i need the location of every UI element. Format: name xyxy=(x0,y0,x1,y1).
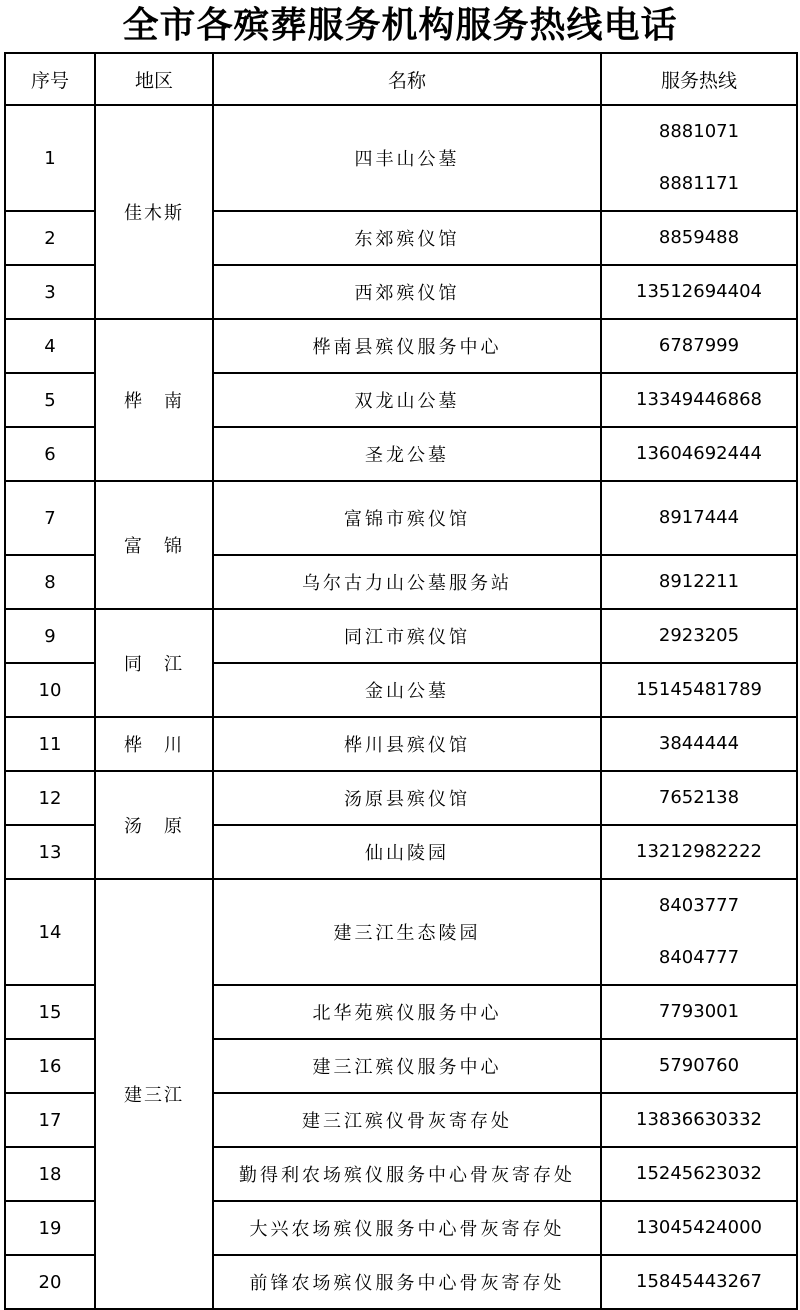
row-number: 10 xyxy=(5,663,95,717)
hotline-cell xyxy=(601,1255,797,1309)
hotline-cell xyxy=(601,481,797,555)
table-row xyxy=(5,481,797,555)
hotline-number: 3844444 xyxy=(658,733,740,754)
region-cell: 汤 原 xyxy=(95,771,213,879)
row-number: 2 xyxy=(5,211,95,265)
institution-name: 仙山陵园 xyxy=(213,825,601,879)
hotline-number: 8917444 xyxy=(658,507,740,528)
hotline-cell xyxy=(601,771,797,825)
hotline-cell xyxy=(601,105,797,211)
row-number: 12 xyxy=(5,771,95,825)
table-row xyxy=(5,717,797,771)
region-cell: 佳木斯 xyxy=(95,105,213,319)
institution-name: 建三江殡仪骨灰寄存处 xyxy=(213,1093,601,1147)
hotline-number: 15245623032 xyxy=(636,1163,762,1184)
row-number: 14 xyxy=(5,879,95,985)
row-number: 18 xyxy=(5,1147,95,1201)
institution-name: 乌尔古力山公墓服务站 xyxy=(213,555,601,609)
hotline-cell xyxy=(601,211,797,265)
hotline-cell xyxy=(601,879,797,985)
institution-name: 同江市殡仪馆 xyxy=(213,609,601,663)
institution-name: 勤得利农场殡仪服务中心骨灰寄存处 xyxy=(213,1147,601,1201)
hotline-table xyxy=(4,52,798,1310)
institution-name: 桦南县殡仪服务中心 xyxy=(213,319,601,373)
institution-name: 建三江殡仪服务中心 xyxy=(213,1039,601,1093)
institution-name: 金山公墓 xyxy=(213,663,601,717)
hotline-number: 13045424000 xyxy=(636,1217,762,1238)
hotline-number: 8403777 xyxy=(658,895,740,916)
row-number: 15 xyxy=(5,985,95,1039)
hotline-number: 13212982222 xyxy=(636,841,762,862)
hotline-number: 13512694404 xyxy=(636,281,762,302)
hotline-cell xyxy=(601,373,797,427)
table-header-row xyxy=(5,53,797,105)
hotline-cell xyxy=(601,1039,797,1093)
institution-name: 大兴农场殡仪服务中心骨灰寄存处 xyxy=(213,1201,601,1255)
hotline-cell xyxy=(601,609,797,663)
institution-name: 四丰山公墓 xyxy=(213,105,601,211)
hotline-number: 13836630332 xyxy=(636,1109,762,1130)
institution-name: 富锦市殡仪馆 xyxy=(213,481,601,555)
hotline-number: 8404777 xyxy=(658,947,740,968)
institution-name: 西郊殡仪馆 xyxy=(213,265,601,319)
row-number: 8 xyxy=(5,555,95,609)
hotline-number: 15845443267 xyxy=(636,1271,762,1292)
row-number: 17 xyxy=(5,1093,95,1147)
row-number: 1 xyxy=(5,105,95,211)
table-row xyxy=(5,609,797,663)
institution-name: 双龙山公墓 xyxy=(213,373,601,427)
region-cell: 富 锦 xyxy=(95,481,213,609)
header-phone: 服务热线 xyxy=(601,53,797,105)
hotline-cell xyxy=(601,1147,797,1201)
institution-name: 建三江生态陵园 xyxy=(213,879,601,985)
row-number: 13 xyxy=(5,825,95,879)
region-cell: 建三江 xyxy=(95,879,213,1309)
hotline-cell xyxy=(601,985,797,1039)
institution-name: 东郊殡仪馆 xyxy=(213,211,601,265)
institution-name: 圣龙公墓 xyxy=(213,427,601,481)
row-number: 19 xyxy=(5,1201,95,1255)
hotline-cell xyxy=(601,1093,797,1147)
institution-name: 汤原县殡仪馆 xyxy=(213,771,601,825)
hotline-number: 8912211 xyxy=(658,571,740,592)
hotline-cell xyxy=(601,663,797,717)
hotline-number: 7652138 xyxy=(658,787,740,808)
hotline-number: 13349446868 xyxy=(636,389,762,410)
page-title: 全市各殡葬服务机构服务热线电话 xyxy=(122,5,678,46)
hotline-number: 13604692444 xyxy=(636,443,762,464)
region-cell: 桦 川 xyxy=(95,717,213,771)
table-body xyxy=(5,105,797,1309)
header-num: 序号 xyxy=(5,53,95,105)
institution-name: 前锋农场殡仪服务中心骨灰寄存处 xyxy=(213,1255,601,1309)
row-number: 3 xyxy=(5,265,95,319)
hotline-number: 8859488 xyxy=(658,227,740,248)
institution-name: 桦川县殡仪馆 xyxy=(213,717,601,771)
hotline-cell xyxy=(601,319,797,373)
hotline-cell xyxy=(601,1201,797,1255)
row-number: 20 xyxy=(5,1255,95,1309)
row-number: 5 xyxy=(5,373,95,427)
table-row xyxy=(5,105,797,211)
hotline-number: 6787999 xyxy=(658,335,740,356)
row-number: 16 xyxy=(5,1039,95,1093)
region-cell: 桦 南 xyxy=(95,319,213,481)
table-row xyxy=(5,319,797,373)
hotline-cell xyxy=(601,265,797,319)
row-number: 9 xyxy=(5,609,95,663)
row-number: 4 xyxy=(5,319,95,373)
table-row xyxy=(5,879,797,985)
hotline-number: 8881071 xyxy=(658,121,740,142)
row-number: 7 xyxy=(5,481,95,555)
institution-name: 北华苑殡仪服务中心 xyxy=(213,985,601,1039)
hotline-number: 5790760 xyxy=(658,1055,740,1076)
hotline-cell xyxy=(601,825,797,879)
header-region: 地区 xyxy=(95,53,213,105)
hotline-cell xyxy=(601,427,797,481)
header-name: 名称 xyxy=(213,53,601,105)
row-number: 11 xyxy=(5,717,95,771)
hotline-cell xyxy=(601,717,797,771)
hotline-number: 8881171 xyxy=(658,173,740,194)
hotline-cell xyxy=(601,555,797,609)
region-cell: 同 江 xyxy=(95,609,213,717)
table-row xyxy=(5,771,797,825)
hotline-number: 2923205 xyxy=(658,625,740,646)
hotline-number: 7793001 xyxy=(658,1001,740,1022)
row-number: 6 xyxy=(5,427,95,481)
hotline-number: 15145481789 xyxy=(636,679,762,700)
